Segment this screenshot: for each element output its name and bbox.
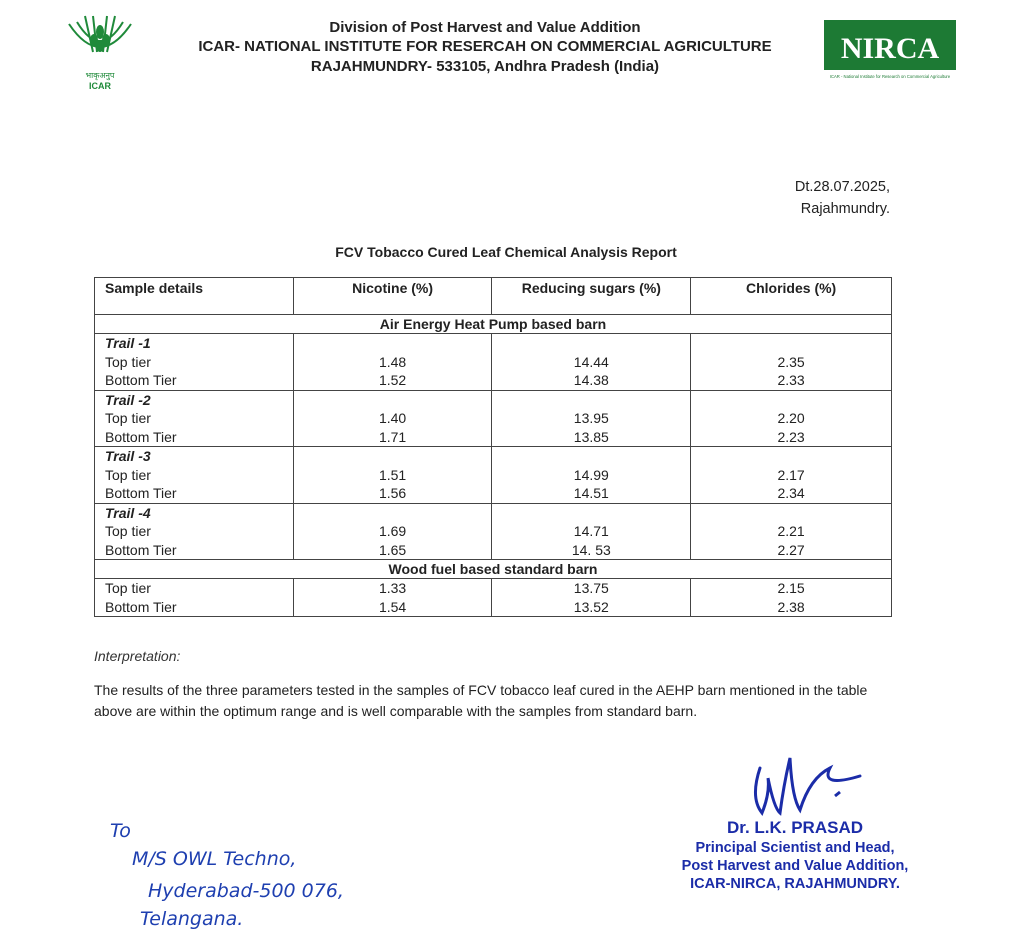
- tier-label: Top tier: [105, 580, 151, 596]
- sugars-value: 13.95: [573, 410, 609, 426]
- recipient-to: To: [110, 820, 131, 842]
- report-place: Rajahmundry.: [800, 201, 890, 217]
- sugars-value: 14.51: [573, 485, 609, 501]
- chlorides-value: 2.38: [777, 598, 805, 615]
- sample-cell: [95, 447, 294, 504]
- signatory-name: Dr. L.K. PRASAD: [726, 818, 864, 837]
- tier-label: Bottom Tier: [105, 598, 177, 615]
- nicotine-cell: [293, 579, 492, 617]
- tier-label: Bottom Tier: [105, 485, 177, 501]
- trial-label: Trail -3: [105, 448, 151, 464]
- chlorides-value: 2.17: [777, 466, 805, 483]
- signature: [740, 738, 870, 823]
- chlorides-value: 2.21: [777, 523, 805, 539]
- sample-cell: [95, 334, 294, 391]
- recipient-city: Hyderabad-500 076,: [148, 880, 344, 902]
- tier-label: Top tier: [105, 410, 151, 426]
- analysis-table: [94, 277, 892, 617]
- section-row: [95, 315, 892, 334]
- chlorides-cell: [691, 334, 892, 391]
- tier-label: Top tier: [105, 353, 151, 370]
- sugars-value: 14.71: [573, 523, 609, 539]
- sugars-cell: [492, 390, 691, 447]
- table-row: [95, 447, 892, 504]
- icar-logo: [55, 12, 145, 92]
- tier-label: Bottom Tier: [105, 541, 177, 558]
- nicotine-value: 1.54: [378, 598, 407, 615]
- chlorides-value: 2.27: [777, 541, 805, 558]
- signatory-designation-2: Post Harvest and Value Addition,: [681, 858, 909, 874]
- nicotine-cell: [293, 390, 492, 447]
- nicotine-value: 1.52: [378, 372, 407, 388]
- report-title: FCV Tobacco Cured Leaf Chemical Analysis Report: [335, 244, 677, 260]
- icar-logo-hindi: भाकृअनुप: [85, 71, 115, 80]
- nicotine-value: 1.40: [378, 410, 407, 426]
- chlorides-cell: [691, 447, 892, 504]
- nicotine-value: 1.69: [378, 523, 407, 539]
- chlorides-value: 2.35: [777, 353, 805, 370]
- table-header-row: [95, 278, 892, 315]
- sample-cell: [95, 503, 294, 560]
- sugars-value: 13.75: [573, 580, 609, 596]
- table-row: [95, 334, 892, 391]
- sugars-cell: [492, 579, 691, 617]
- table-row: [95, 390, 892, 447]
- trial-label: Trail -2: [105, 391, 151, 408]
- nirca-logo-text: NIRCA: [840, 32, 940, 65]
- chlorides-value: 2.23: [777, 428, 805, 445]
- section-row: [95, 560, 892, 579]
- sugars-value: 13.52: [573, 598, 609, 615]
- tier-label: Top tier: [105, 466, 151, 483]
- chlorides-value: 2.15: [777, 580, 805, 596]
- signatory-designation-1: Principal Scientist and Head,: [695, 840, 895, 856]
- report-date: Dt.28.07.2025,: [794, 179, 890, 195]
- section-standard-barn: Wood fuel based standard barn: [95, 560, 892, 579]
- signatory-designation-3: ICAR-NIRCA, RAJAHMUNDRY.: [690, 876, 900, 892]
- sugars-value: 13.85: [573, 428, 609, 445]
- sugars-cell: [492, 447, 691, 504]
- sugars-cell: [492, 334, 691, 391]
- nicotine-value: 1.65: [378, 541, 407, 558]
- nicotine-value: 1.56: [378, 485, 407, 501]
- table-row: [95, 579, 892, 617]
- nicotine-cell: [293, 334, 492, 391]
- sugars-value: 14.44: [573, 353, 609, 370]
- tier-label: Bottom Tier: [105, 372, 177, 388]
- chlorides-cell: [691, 503, 892, 560]
- sugars-value: 14.99: [573, 466, 609, 483]
- nicotine-value: 1.48: [378, 353, 407, 370]
- nicotine-cell: [293, 503, 492, 560]
- col-header-nicotine: Nicotine (%): [293, 278, 492, 315]
- sugars-cell: [492, 503, 691, 560]
- header-institute: ICAR- NATIONAL INSTITUTE FOR RESERCAH ON COMMERCIAL AGRICULTURE: [198, 38, 772, 55]
- trial-label: Trail -1: [105, 335, 151, 351]
- recipient-state: Telangana.: [140, 908, 244, 930]
- table-row: [95, 503, 892, 560]
- nicotine-cell: [293, 447, 492, 504]
- icar-logo-text: ICAR: [89, 81, 111, 91]
- nicotine-value: 1.71: [378, 428, 407, 445]
- sample-cell: [95, 579, 294, 617]
- sample-cell: [95, 390, 294, 447]
- interpretation-label: Interpretation:: [94, 648, 181, 664]
- col-header-sample: Sample details: [95, 278, 294, 315]
- nicotine-value: 1.51: [378, 466, 407, 483]
- sugars-value: 14. 53: [571, 541, 611, 558]
- chlorides-value: 2.34: [777, 485, 805, 501]
- nicotine-value: 1.33: [378, 580, 407, 596]
- recipient-name: M/S OWL Techno,: [132, 848, 297, 870]
- header-division: Division of Post Harvest and Value Addition: [329, 19, 641, 36]
- header-address: RAJAHMUNDRY- 533105, Andhra Pradesh (India): [310, 58, 660, 75]
- nirca-logo-caption: ICAR - National Institute for Research on Commercial Agriculture: [829, 74, 951, 79]
- trial-label: Trail -4: [105, 504, 151, 521]
- chlorides-cell: [691, 579, 892, 617]
- tier-label: Bottom Tier: [105, 428, 177, 445]
- section-aehp-barn: Air Energy Heat Pump based barn: [95, 315, 892, 334]
- chlorides-value: 2.20: [777, 410, 805, 426]
- tier-label: Top tier: [105, 523, 151, 539]
- chlorides-cell: [691, 390, 892, 447]
- col-header-sugars: Reducing sugars (%): [492, 278, 691, 315]
- chlorides-value: 2.33: [777, 372, 805, 388]
- interpretation-text: The results of the three parameters tested in the samples of FCV tobacco leaf cured in the AEHP barn mentioned in the table above are within the optimum range and is well comparable with the samples from standard barn.: [94, 682, 868, 719]
- sugars-value: 14.38: [573, 372, 609, 388]
- col-header-chlorides: Chlorides (%): [691, 278, 892, 315]
- nirca-logo: [822, 18, 958, 88]
